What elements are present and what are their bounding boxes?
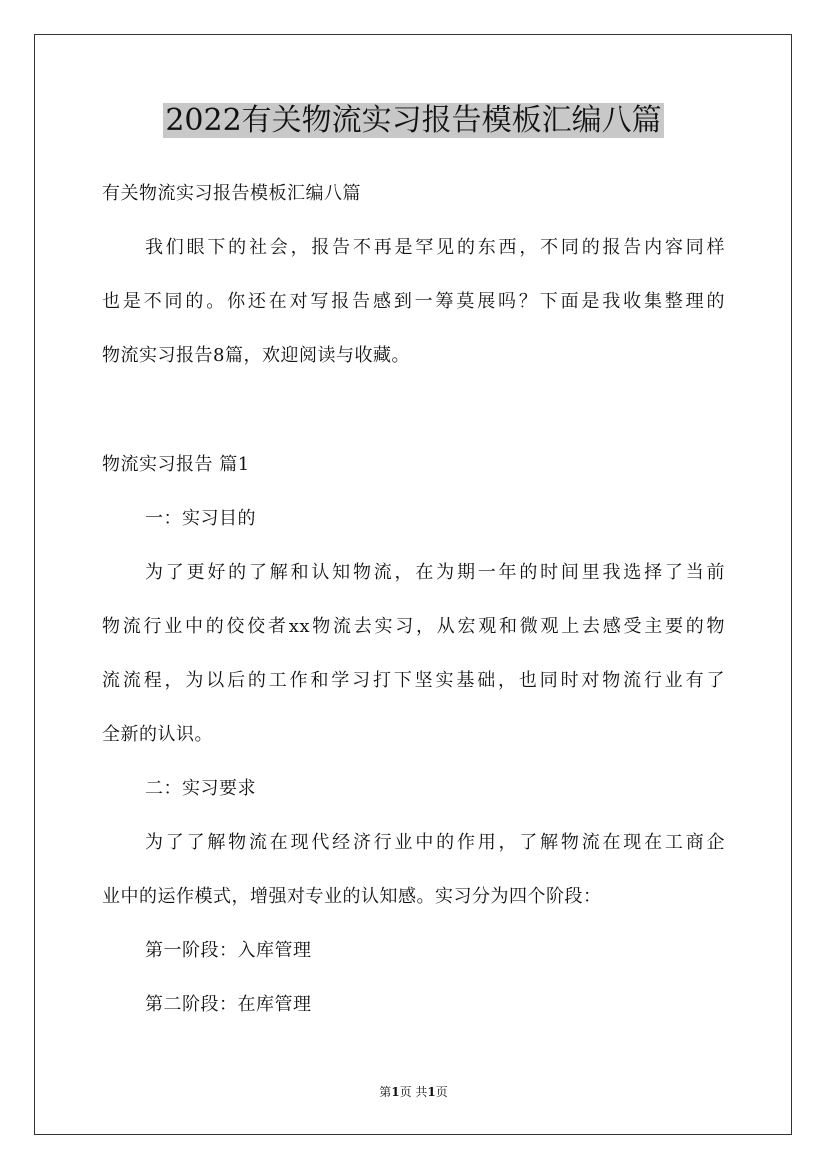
intro-line-2: 也是不同的。你还在对写报告感到一筹莫展吗？下面是我收集整理的: [102, 291, 725, 312]
part1-heading: 一：实习目的: [145, 508, 256, 529]
document-title: [0, 100, 827, 142]
stage-2: 第二阶段：在库管理: [145, 994, 312, 1015]
footer-total-suffix: 页: [435, 1085, 448, 1099]
part1-line-1: 为了更好的了解和认知物流，在为期一年的时间里我选择了当前: [145, 562, 725, 583]
document-title-text: 2022有关物流实习报告模板汇编八篇: [165, 103, 662, 138]
section-heading: 物流实习报告 篇1: [102, 454, 250, 475]
footer-page-number: 1: [391, 1085, 400, 1099]
intro-line-1: 我们眼下的社会，报告不再是罕见的东西，不同的报告内容同样: [145, 237, 725, 258]
part1-line-4: 全新的认识。: [102, 724, 213, 745]
footer-page-suffix: 页 共: [399, 1085, 428, 1099]
footer-total-pages: 1: [427, 1085, 436, 1099]
document-subtitle: 有关物流实习报告模板汇编八篇: [102, 183, 361, 204]
part2-heading: 二：实习要求: [145, 778, 256, 799]
footer-page-prefix: 第: [379, 1085, 392, 1099]
page-footer: [0, 1084, 827, 1100]
intro-line-3: 物流实习报告8篇，欢迎阅读与收藏。: [102, 345, 410, 366]
part1-line-2: 物流行业中的佼佼者xx物流去实习，从宏观和微观上去感受主要的物: [102, 616, 725, 637]
stage-1: 第一阶段：入库管理: [145, 940, 312, 961]
part2-line-1: 为了了解物流在现代经济行业中的作用，了解物流在现在工商企: [145, 832, 725, 853]
part2-line-2: 业中的运作模式，增强对专业的认知感。实习分为四个阶段：: [102, 886, 602, 907]
part1-line-3: 流流程，为以后的工作和学习打下坚实基础，也同时对物流行业有了: [102, 670, 725, 691]
